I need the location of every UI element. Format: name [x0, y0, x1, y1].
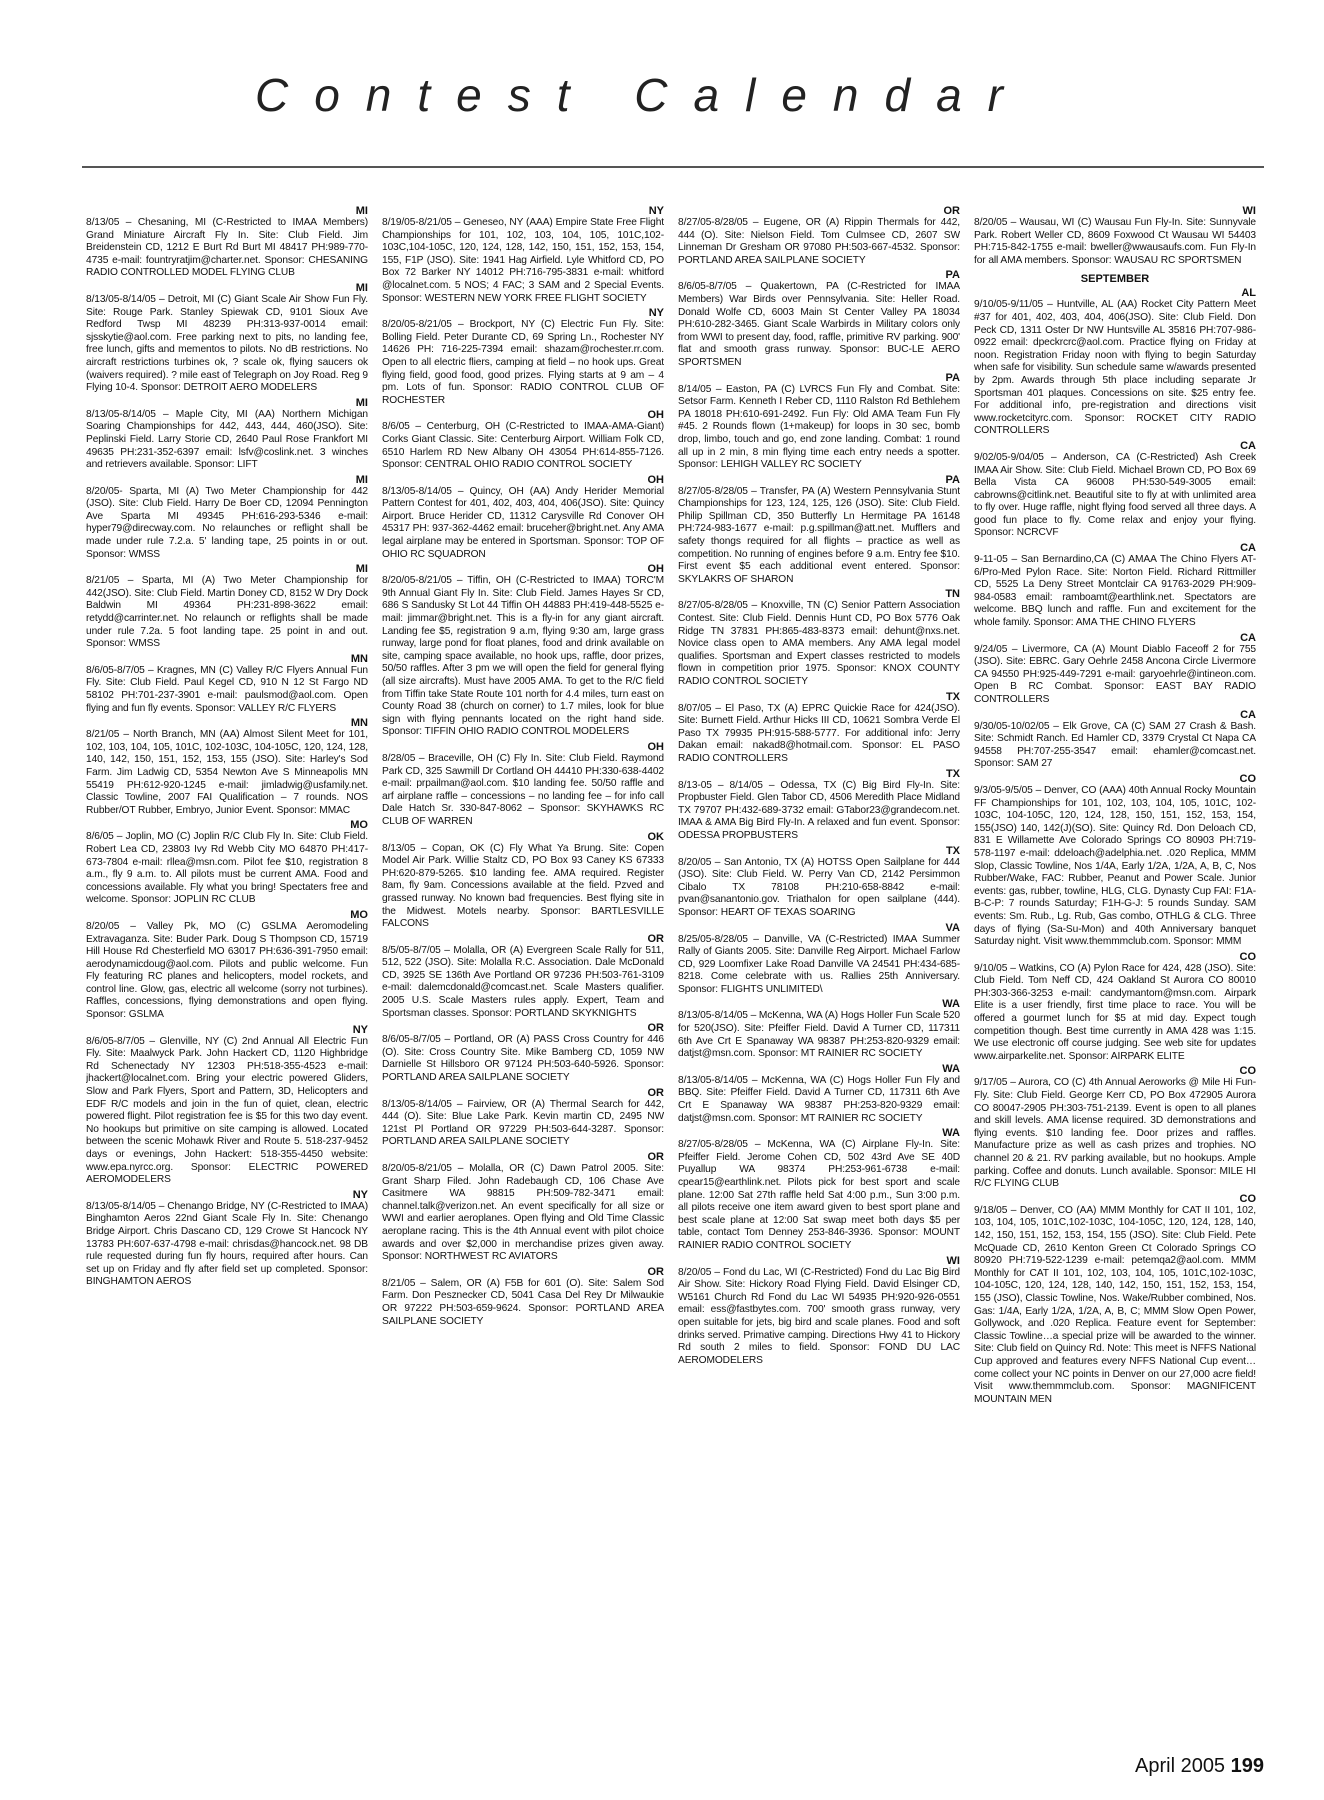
state-code: OR — [647, 1086, 664, 1099]
calendar-entry — [678, 1255, 960, 1368]
state-code: MO — [350, 908, 368, 921]
event-listing: 8/6/05-8/7/05 – Kragnes, MN (C) Valley R/C Flyers Annual Fun Fly. Site: Club Field. Paul Kegel CD, 910 N 12 St Fargo ND 58102 PH:701-237-3901 e-mail: paulsmod@aol.com. Open flying and fun fly events. Sponsor: VALLEY R/C FLYERS — [86, 664, 368, 714]
state-code: MN — [350, 652, 368, 665]
page-title: Contest Calendar — [255, 69, 1029, 121]
event-listing: 9/18/05 – Denver, CO (AA) MMM Monthly for CAT II 101, 102, 103, 104, 105, 101C,102-103C, 104-105C, 120, 124, 128, 140, 142, 150, 151, 152, 153, 154, 155 (JSO). Site: Club Field. Pete McQuade CD, 2610 Kenton Green Ct Colorado Springs CO 80920 PH:719-522-1239 e-mail: petemqa2@aol.com. MMM Monthly for CAT II 101, 102, 103, 104, 105, 101C,102-103C, 104-105C, 120, 124, 128, 140, 142, 150, 151, 152, 153, 154, 155 (JSO), Classic Towline, Nos. Wake/Rubber combined, Nos. Gas: 1/4A, Early 1/2A, 1/2A, A, B, C; MMM Slow Open Power, Gollywock, and .020 Replica. Feature event for September: Classic Towline…a special prize will be awarded to the winner. Site: Club field on Quincy Rd. Note: This meet is NFFS National Cup approved and features every NFFS National Cup event…come collect your NC points in Denver on our 27,000 acre field! Visit www.themmmclub.com. Sponsor: MAGNIFICENT MOUNTAIN MEN — [974, 1204, 1256, 1405]
event-listing: 8/21/05 – North Branch, MN (AA) Almost Silent Meet for 101, 102, 103, 104, 105, 101C, 102-103C, 104-105C, 120, 124, 128, 140, 142, 150, 151, 152, 153, 155 (JSO). Site: Harley's Sod Farm. Jim Ladwig CD, 5354 Newton Ave S Minneapolis MN 55419 PH:612-920-1245 e-mail: jimladwig@usfamily.net. Classic Towline, 2007 FAI Qualification – 7 rounds. NOS Rubber/OT Rubber, Embryo, Junior Event. Sponsor: MMAC — [86, 729, 368, 816]
state-code: TN — [945, 588, 960, 601]
calendar-entry — [974, 951, 1256, 1064]
state-code: NY — [352, 1023, 368, 1036]
calendar-column-4 — [974, 205, 1256, 1733]
calendar-entry — [382, 741, 664, 829]
event-listing: 8/20/05-8/21/05 – Brockport, NY (C) Electric Fun Fly. Site: Bolling Field. Peter Durante CD, 69 Spring Ln., Rochester NY 14626 PH: 716-225-7394 email: shazam@rochester.rr.com. Open to all electric fliers, camping at field – no hook ups. Great flying field, good food, good prizes. Flying starts at 9 am – 4 pm. Lots of fun. Sponsor: RADIO CONTROL CLUB OF ROCHESTER — [382, 319, 664, 406]
state-code: OH — [647, 409, 664, 422]
calendar-entry — [974, 440, 1256, 540]
state-code: NY — [352, 1188, 368, 1201]
state-code: OR — [943, 205, 960, 217]
event-listing: 9/02/05-9/04/05 – Anderson, CA (C-Restricted) Ash Creek IMAA Air Show. Site: Club Field. Michael Brown CD, PO Box 69 Bella Vista CA 96008 PH:530-549-3005 email: cabrowns@citlink.net. Beautiful site to fly at with unlimited area to fly over. Huge raffle, night flying food served all three days. A good fun place to fly. Come relax and enjoy your flying. Sponsor: NCRCVF — [974, 451, 1256, 539]
state-code: PA — [945, 473, 960, 486]
calendar-entry — [86, 397, 368, 472]
event-listing: 8/28/05 – Braceville, OH (C) Fly In. Site: Club Field. Raymond Park CD, 325 Sawmill Dr Cortland OH 44410 PH:330-638-4402 e-mail: prpailman@aol.com. $10 landing fee. 50/50 raffle and arf airplane raffle – concessions – no landing fee – for info call Dale Hatch Sr. 330-847-8062 – Sponsor: SKYHAWKS RC CLUB OF WARREN — [382, 752, 664, 827]
event-listing: 8/13/05 – Chesaning, MI (C-Restricted to IMAA Members) Grand Miniature Aircraft Fly In. Site: Club Field. Jim Breidenstein CD, 1212 E Burt Rd Burt MI 48417 PH:989-770-4735 e-mail: fountryratjim@charter.net. Sponsor: CHESANING RADIO CONTROLLED MODEL FLYING CLUB — [86, 217, 368, 279]
event-listing: 8/5/05-8/7/05 – Molalla, OR (A) Evergreen Scale Rally for 511, 512, 522 (JSO). Site: Molalla R.C. Association. Dale McDonald CD, 3925 SE 136th Ave Portland OR 97236 PH:503-761-3109 e-mail: dalemcdonald@comcast.net. Scale Masters qualifier. 2005 U.S. Scale Masters rules apply. Expert, Team and Sportsman classes. Sponsor: PORTLAND SKYKNIGHTS — [382, 944, 664, 1019]
calendar-entry — [678, 1063, 960, 1125]
state-code: CO — [1239, 1192, 1256, 1205]
event-listing: 8/27/05-8/28/05 – Transfer, PA (A) Western Pennsylvania Stunt Championships for 123, 124, 125, 126 (JSO). Site: Club Field. Philip Spillman CD, 350 Butterfly Ln Hermitage PA 16148 PH:724-983-1677 e-mail: p.g.spillman@att.net. Mufflers and safety thongs required for all flights – practice as well as competition. No running of engines before 9 a.m. Entry fee $10. First event $5 each additional event entered. Sponsor: SKYLAKRS OF SHARON — [678, 485, 960, 585]
state-code: NY — [648, 205, 664, 217]
calendar-entry — [382, 933, 664, 1021]
calendar-entry — [86, 205, 368, 280]
event-listing: 8/13/05-8/14/05 – Quincy, OH (AA) Andy Herider Memorial Pattern Contest for 401, 402, 403, 404, 406(JSO). Site: Quincy Airport. Bruce Herider CD, 11312 Carysville Rd Conover OH 45317 PH: 937-362-4462 email: bruceher@bright.net. Any AMA legal airplane may be entered in Sportsman. Sponsor: TOP OF OHIO RC SQUADRON — [382, 485, 664, 560]
event-listing: 8/6/05 – Joplin, MO (C) Joplin R/C Club Fly In. Site: Club Field. Robert Lea CD, 23803 Ivy Rd Webb City MO 64870 PH:417-673-7804 e-mail: rllea@msn.com. Pilot fee $10, registration 8 a.m., fly 9 a.m. to. All pilots must be current AMA. Food and concessions available. Fly what you bring! Spectaters free and welcome. Sponsor: JOPLIN RC CLUB — [86, 831, 368, 906]
event-listing: 8/13/05-8/14/05 – McKenna, WA (A) Hogs Holler Fun Scale 520 for 520(JSO). Site: Pfeiffer Field. David A Turner CD, 117311 6th Ave Crt E Spanaway WA 98387 PH:253-820-9329 email: datjst@msn.com. Sponsor: MT RAINIER RC SOCIETY — [678, 1010, 960, 1060]
calendar-entry — [86, 563, 368, 651]
state-code: MI — [355, 473, 368, 486]
event-listing: 8/6/05-8/7/05 – Portland, OR (A) PASS Cross Country for 446 (O). Site: Cross Country Site. Mike Bamberg CD, 1059 NW Darnielle St Hillsboro OR 97124 PH:503-640-5926. Sponsor: PORTLAND AREA SAILPLANE SOCIETY — [382, 1034, 664, 1084]
event-listing: 8/6/05 – Centerburg, OH (C-Restricted to IMAA-AMA-Giant) Corks Giant Classic. Site: Centerburg Airport. William Folk CD, 6510 Harlem RD New Albany OH 43054 PH:614-855-7126. Sponsor: CENTRAL OHIO RADIO CONTROL SOCIETY — [382, 421, 664, 471]
issue-date: April 2005 — [1135, 1755, 1226, 1777]
event-listing: 8/13/05-8/14/05 – Maple City, MI (AA) Northern Michigan Soaring Championships for 442, 443, 444, 460(JSO). Site: Peplinski Field. Larry Storie CD, 2640 Paul Rose Frankfort MI 49635 PH:231-352-6397 email: lsfv@coslink.net. 3 winches and retrievers available. Sponsor: LIFT — [86, 408, 368, 471]
state-code: OH — [647, 740, 664, 753]
event-listing: 8/6/05-8/7/05 – Quakertown, PA (C-Restricted for IMAA Members) War Birds over Pennsylvania. Site: Heller Road. Donald Wolfe CD, 6003 Main St Center Valley PA 18034 PH:610-282-3465. Giant Scale Warbirds in Military colors only from WWI to present day, food, raffle, primitive RV parking. 900' flat and smooth grass runway. Sponsor: BUC-LE AERO SPORTSMEN — [678, 281, 960, 368]
calendar-entry — [974, 205, 1256, 267]
state-code: NY — [648, 307, 664, 320]
calendar-entry — [382, 307, 664, 407]
header-rule — [82, 166, 1264, 168]
state-code: WI — [1242, 205, 1256, 217]
state-code: CO — [1239, 1065, 1256, 1078]
calendar-entry — [86, 474, 368, 562]
state-code: AL — [1241, 287, 1256, 300]
calendar-entry — [678, 845, 960, 920]
calendar-entry — [974, 773, 1256, 949]
calendar-entry — [974, 632, 1256, 707]
calendar-entry — [678, 922, 960, 997]
event-listing: 8/13-05 – 8/14/05 – Odessa, TX (C) Big Bird Fly-In. Site: Propbuster Field. Glen Tabor CD, 4506 Meredith Place Midland TX 79707 PH:432-689-3732 email: GTabor23@grandecom.net. IMAA & AMA Big Bird Fly-In. A relaxed and fun event. Sponsor: ODESSA PROPBUSTERS — [678, 779, 960, 841]
event-listing: 9/3/05-9/5/05 – Denver, CO (AAA) 40th Annual Rocky Mountain FF Championships for 101, 102, 103, 104, 105, 101C, 102-103C, 104-105C, 120, 124, 128, 150, 151, 152, 153, 154, 155(JSO) 140, 142(J)(SO). Site: Quincy Rd. Don Deloach CD, 831 E Willamette Ave Colorado Springs CO 80903 PH:719-578-1197 e-mail: ddeloach@adelphia.net. .020 Replica, MMM Slop, Classic Towline, Nos 1/4A, Early 1/2A, 1/2A, A, B, C, Nos Rubber/Wake, FAC: Rubber, Peanut and Power Scale. Junior events: gas, rubber, towline, HLG, CLG. Dynasty Cup FAI: F1A-B-C-P: 7 rounds Saturday; F1H-G-J: 5 rounds Sunday. SAM events: Sm. Rub., Lg. Rub, Gas combo, OTHLG & CLG. Three days of flying (Sa-Su-Mon) and 40th Anniversary banquet Saturday night. Visit www.themmmclub.com. Sponsor: MMM — [974, 784, 1256, 948]
calendar-entry — [974, 1193, 1256, 1407]
state-code: CA — [1240, 631, 1256, 644]
calendar-entry — [974, 1065, 1256, 1190]
calendar-entry — [86, 653, 368, 715]
state-code: OH — [647, 563, 664, 576]
calendar-entry — [382, 474, 664, 562]
calendar-entry — [86, 282, 368, 395]
state-code: TX — [945, 690, 960, 703]
state-code: CO — [1239, 772, 1256, 785]
calendar-entry — [678, 588, 960, 688]
event-listing: 9/17/05 – Aurora, CO (C) 4th Annual Aeroworks @ Mile Hi Fun-Fly. Site: Club Field. George Kerr CD, PO Box 472905 Aurora CO 80047-2905 PH:303-751-2139. Event is open to all planes and skill levels. AMA license required. 3D demonstrations and flying events. $10 landing fee. Door prizes and raffles. Manufacture prize as well as cash prizes and trophies. NO channel 20 & 21. RV parking available, but no hookups. Ample parking. Coffee and donuts. Lunch available. Sponsor: MILE HI R/C FLYING CLUB — [974, 1077, 1256, 1190]
state-code: MI — [355, 563, 368, 576]
state-code: OR — [647, 1022, 664, 1035]
state-code: CA — [1240, 439, 1256, 452]
calendar-entry — [382, 205, 664, 305]
state-code: CA — [1240, 542, 1256, 555]
state-code: OR — [647, 1265, 664, 1278]
event-listing: 8/25/05-8/28/05 – Danville, VA (C-Restricted) IMAA Summer Rally of Giants 2005. Site: Danville Reg Airport. Michael Farlow CD, 929 Loomfixer Lake Road Danville VA 24541 PH:434-685-8218. Come celebrate with us. Rallies 25th Anniversary. Sponsor: FLIGHTS UNLIMITED\ — [678, 933, 960, 995]
calendar-entry — [86, 819, 368, 907]
event-listing: 8/20/05-8/21/05 – Tiffin, OH (C-Restricted to IMAA) TORC'M 9th Annual Giant Fly In. Site: Club Field. James Hayes Sr CD, 686 S Sandusky St Lot 44 Tiffin OH 44883 PH:419-448-5525 e-mail: jimmar@bright.net. This is a fly-in for any giant aircraft. Landing fee $5, registration 9 a.m, flying 9:30 am, large grass runway, large pond for float planes, food and drink available on site, camping space available, no hook ups, raffle, door prizes, 50/50 raffles. After 3 pm we will open the field for general flying (all size aircrafts). Must have 2005 AMA. To get to the R/C field from Tiffin take State Route 101 north for 4.4 miles, turn east on County Road 38 (church on corner) to 1.7 miles, look for blue sign with flying pennants located on the right hand side. Sponsor: TIFFIN OHIO RADIO CONTROL MODELERS — [382, 575, 664, 738]
calendar-entry — [974, 542, 1256, 630]
state-code: OH — [647, 473, 664, 486]
event-listing: 8/20/05- Sparta, MI (A) Two Meter Championship for 442 (JSO). Site: Club Field. Harry De Boer CD, 12094 Pennington Ave Sparta MI 49345 PH:616-293-5346 e-mail: hyper79@direcway.com. No relaunches or reflight shall be made under rule 7.2.a. 5' landing tape, 25 points in or out. Sponsor: WMSS — [86, 485, 368, 560]
event-listing: 8/13/05-8/14/05 – Detroit, MI (C) Giant Scale Air Show Fun Fly. Site: Rouge Park. Stanley Spiewak CD, 9101 Sioux Ave Redford Twsp MI 48239 PH:313-937-0014 email: sjsskytie@aol.com. Free parking next to pits, no landing fee, free lunch, gifts and mementos to pilots. No dB restrictions. No aircraft restrictions turbines ok, ? scale ok, flying saucers ok (waivers required). ? mile east of Telegraph on Joy Road. Reg 9 Flying 10-4. Sponsor: DETROIT AERO MODELERS — [86, 293, 368, 394]
calendar-entry — [86, 1189, 368, 1289]
event-listing: 8/14/05 – Easton, PA (C) LVRCS Fun Fly and Combat. Site: Setsor Farm. Kenneth I Reber CD, 1110 Ralston Rd Bethlehem PA 18018 PH:610-691-2492. Fun Fly: Old AMA Team Fun Fly #45. 2 Rounds flown (1+makeup) for loops in 30 sec, bomb drop, limbo, touch and go, end zone landing. Combat: 1 round all up in 2 min, 8 min flying time each entry needs a spotter. Sponsor: LEHIGH VALLEY RC SOCIETY — [678, 383, 960, 471]
calendar-entry — [974, 287, 1256, 438]
event-listing: 9-11-05 – San Bernardino,CA (C) AMAA The Chino Flyers AT-6/Pro-Med Pylon Race. Site: Norton Field. Richard Rittmiller CD, 5525 La Deny Street Montclair CA 91763-2029 PH:909-984-0583 email: ramboamt@earthlink.net. Spectators are welcome. BBQ lunch and raffle. Fun and excitement for the whole family. Sponsor: AMA THE CHINO FLYERS — [974, 554, 1256, 629]
state-code: WI — [946, 1254, 960, 1267]
calendar-entry — [86, 717, 368, 817]
calendar-entry — [678, 691, 960, 766]
event-listing: 8/20/05 – San Antonio, TX (A) HOTSS Open Sailplane for 444 (JSO). Site: Club Field. W. Perry Van CD, 2142 Persimmon Cibalo TX 78108 PH:210-658-8842 e-mail: pvan@sanantonio.gov. Triathalon for open sailplane (444). Sponsor: HEART OF TEXAS SOARING — [678, 856, 960, 918]
event-listing: 8/13/05-8/14/05 – Chenango Bridge, NY (C-Restricted to IMAA) Binghamton Aeros 22nd Giant Scale Fly In. Site: Chenango Bridge Airport. Chris Dascano CD, 129 Crowe St Hancock NY 13783 PH:607-637-4798 e-mail: chrisdas@hancock.net. 98 DB rule requested during fun fly hours, required after hours. Can set up on Friday and fly after field set up completed. Sponsor: BINGHAMTON AEROS — [86, 1200, 368, 1288]
state-code: PA — [945, 269, 960, 282]
event-listing: 8/6/05-8/7/05 – Glenville, NY (C) 2nd Annual All Electric Fun Fly. Site: Maalwyck Park. John Hackert CD, 1120 Highbridge Rd Schenectady NY 12303 PH:518-355-4523 e-mail: jhackert@localnet.com. Bring your electric powered Gliders, Slow and Park Flyers, Sport and Pattern, 3D, Helicopters and EDF R/C models and join in the fun of quiet, clean, electric powered flight. Pilot registration fee is $5 for this two day event. No hookups but primitive on site camping is allowed. Located between the scenic Mohawk River and Route 5. 518-237-9452 days or evenings, John Hackert: 518-355-4450 website: www.epa.nyrcc.org. Sponsor: ELECTRIC POWERED AEROMODELERS — [86, 1035, 368, 1186]
state-code: WA — [942, 1062, 960, 1075]
state-code: WA — [942, 998, 960, 1011]
event-listing: 8/27/05-8/28/05 – Knoxville, TN (C) Senior Pattern Association Contest. Site: Club Field. Dennis Hunt CD, PO Box 5776 Oak Ridge TN 37831 PH:865-483-8373 email: dehunt@nxs.net. Novice class open to AMA members. Any AMA legal model qualifies. Sportsman and Expert classes restricted to models flown in competition prior 1975. Sponsor: KNOX COUNTY RADIO CONTROL SOCIETY — [678, 600, 960, 687]
calendar-entry — [382, 1266, 664, 1328]
event-listing: 9/10/05-9/11/05 – Huntville, AL (AA) Rocket City Pattern Meet #37 for 401, 402, 403, 404, 406(JSO). Site: Club Field. Don Peck CD, 1311 Oster Dr NW Huntsville AL 35816 PH:707-986-0922 email: dpeckrcrc@aol.com. Practice flying on Friday at noon. Registration Friday noon with flying to begin Saturday when safe for visibility. Sun schedule same w/awards presented by 2pm. Awards through 5th place including separate Jr Sportsman 401 plaques. Concessions on site. $25 entry fee. For additional info, pre-registration and directions visit www.rocketcityrc.com. Sponsor: ROCKET CITY RADIO CONTROLLERS — [974, 299, 1256, 437]
event-listing: 8/13/05-8/14/05 – Fairview, OR (A) Thermal Search for 442, 444 (O). Site: Blue Lake Park. Kevin martin CD, 2495 NW 121st Pl Portland OR 97229 PH:503-644-3287. Sponsor: PORTLAND AREA SAILPLANE SOCIETY — [382, 1098, 664, 1148]
calendar-entry — [382, 563, 664, 739]
calendar-entry — [382, 409, 664, 471]
calendar-entry — [678, 1127, 960, 1252]
state-code: OR — [647, 932, 664, 945]
state-code: VA — [945, 921, 960, 934]
event-listing: 8/21/05 – Sparta, MI (A) Two Meter Championship for 442(JSO). Site: Club Field. Martin Doney CD, 8152 W Dry Dock Baldwin MI 49364 PH:231-898-3622 email: retydd@carrinter.net. No relaunch or reflights shall be made under rule 7.2a. 5 foot landing tape. 25 point in and out. Sponsor: WMSS — [86, 575, 368, 650]
state-code: OR — [647, 1151, 664, 1163]
calendar-column-2 — [382, 205, 664, 1733]
calendar-column-1 — [86, 205, 368, 1733]
page-number: 199 — [1230, 1755, 1264, 1777]
state-code: MI — [355, 281, 368, 294]
state-code: TX — [945, 767, 960, 780]
event-listing: 8/27/05-8/28/05 – Eugene, OR (A) Rippin Thermals for 442, 444 (O). Site: Nielson Field. Tom Culmsee CD, 2607 SW Linneman Dr Gresham OR 97080 PH:503-667-4532. Sponsor: PORTLAND AREA SAILPLANE SOCIETY — [678, 217, 960, 266]
event-listing: 8/27/05-8/28/05 – McKenna, WA (C) Airplane Fly-In. Site: Pfeiffer Field. Jerome Cohen CD, 502 43rd Ave SE 40D Puyallup WA 98374 PH:253-961-6738 e-mail: cpear15@earthlink.net. Pilots pick for best sport and scale plane. 12:00 Sat 27th raffle held Sat 4:00 p.m., Sun 3:00 p.m. all pilots receive one item award given to best sport plane and best scale plane at 12:00 Sat swap meet both days $5 per table, contact Tom Denney 253-846-3936. Sponsor: MOUNT RAINIER RADIO CONTROL SOCIETY — [678, 1139, 960, 1251]
event-listing: 8/20/05 – Wausau, WI (C) Wausau Fun Fly-In. Site: Sunnyvale Park. Robert Weller CD, 8609 Foxwood Ct Wausau WI 54403 PH:715-842-1755 e-mail: bweller@wwausaufs.com. Fun Fly-In for all AMA members. Sponsor: WAUSAU RC SPORTSMEN — [974, 217, 1256, 266]
calendar-entry — [382, 1087, 664, 1149]
calendar-entry — [678, 768, 960, 843]
calendar-entry — [382, 831, 664, 931]
state-code: MN — [350, 717, 368, 730]
calendar-entry — [382, 1151, 664, 1264]
event-listing: 8/20/05-8/21/05 – Molalla, OR (C) Dawn Patrol 2005. Site: Grant Sharp Filed. John Radebaugh CD, 106 Chase Ave Casitmere WA 98815 PH:509-782-3471 email: channel.talk@verizon.net. An event specifically for all size or WWI and earlier aeroplanes. Open flying and Old Time Classic aeroplane racing. This is the 4th Annual event with pilot choice awards and over $2,000 in merchandise prizes given away. Sponsor: NORTHWEST RC AVIATORS — [382, 1163, 664, 1263]
event-listing: 8/19/05-8/21/05 – Geneseo, NY (AAA) Empire State Free Flight Championships for 101, 102, 103, 104, 105, 101C,102-103C,104-105C, 120, 124, 128, 142, 150, 151, 152, 153, 154, 155, F1P (JSO). Site: 1941 Hag Airfield. Lyle Whitford CD, PO Box 72 Barker NY 14012 PH:716-795-3831 e-mail: whitford @localnet.com. 5 NOS; 4 FAC; 3 SAM and 2 Special Events. Sponsor: WESTERN NEW YORK FREE FLIGHT SOCIETY — [382, 217, 664, 304]
calendar-entry — [678, 269, 960, 369]
event-listing: 8/07/05 – El Paso, TX (A) EPRC Quickie Race for 424(JSO). Site: Burnett Field. Arthur Hicks III CD, 10621 Sombra Verde El Paso TX 79935 PH:915-588-5777. For additional info: Jerry Dakan email: nakad8@hotmail.com. Sponsor: EL PASO RADIO CONTROLLERS — [678, 702, 960, 764]
calendar-entry — [678, 998, 960, 1060]
calendar-entry — [86, 909, 368, 1022]
state-code: MI — [355, 205, 368, 217]
state-code: MO — [350, 819, 368, 832]
state-code: MI — [355, 396, 368, 409]
event-listing: 8/13/05 – Copan, OK (C) Fly What Ya Brung. Site: Copen Model Air Park. Willie Staltz CD, PO Box 93 Caney KS 67333 PH:620-879-5265. $10 landing fee. AMA required. Register 8am, fly 9am. Concessions available at the field. Pzved and grassed runway. No known bad frequencies. Best flying site in the Midwest. Motels nearby. Sponsor: BARTLESVILLE FALCONS — [382, 842, 664, 930]
event-listing: 9/30/05-10/02/05 – Elk Grove, CA (C) SAM 27 Crash & Bash. Site: Schmidt Ranch. Ed Hamler CD, 3379 Crystal Ct Napa CA 94558 PH:707-255-3547 email: ehamler@comcast.net. Sponsor: SAM 27 — [974, 720, 1256, 770]
calendar-entry — [86, 1024, 368, 1187]
event-listing: 8/21/05 – Salem, OR (A) F5B for 601 (O). Site: Salem Sod Farm. Don Pesznecker CD, 5041 Casa Del Rey Dr Milwaukie OR 97222 PH:503-659-9624. Sponsor: PORTLAND AREA SAILPLANE SOCIETY — [382, 1277, 664, 1327]
event-listing: 9/10/05 – Watkins, CO (A) Pylon Race for 424, 428 (JSO). Site: Club Field. Tom Neff CD, 424 Oakland St Aurora CO 80010 PH:303-366-3253 e-mail: candymantom@msn.com. Airpark Elite is a user friendly, first time place to race. You will be offered a gourmet lunch for $5 at mid day. Expect tough competition though. Best time currently in AMA 428 was 1:15. We use electronic off course judging. See web site for updates www.airparkelite.net. Sponsor: AIRPARK ELITE — [974, 962, 1256, 1062]
state-code: CO — [1239, 950, 1256, 963]
calendar-entry — [678, 205, 960, 267]
event-listing: 8/20/05 – Fond du Lac, WI (C-Restricted) Fond du Lac Big Bird Air Show. Site: Hickory Road Flying Field. David Elsinger CD, W5161 Church Rd Fond du Lac WI 54935 PH:920-926-0551 email: ess@fastbytes.com. 700' smooth grass runway, very open suitable for jets, big bird and scale planes. Food and soft drinks served. Primative camping. Directions Hwy 41 to Hickory Rd south 2 miles to field. Sponsor: FOND DU LAC AEROMODELERS — [678, 1266, 960, 1366]
calendar-entry — [382, 1022, 664, 1084]
calendar-entry — [678, 474, 960, 587]
state-code: PA — [945, 371, 960, 384]
state-code: TX — [945, 844, 960, 857]
event-listing: 9/24/05 – Livermore, CA (A) Mount Diablo Faceoff 2 for 755 (JSO). Site: EBRC. Gary Oehrle 2458 Ancona Circle Livermore CA 94550 PH:925-449-7291 e-mail: garyoehrle@intineon.com. Open B RC Combat. Sponsor: EAST BAY RADIO CONTROLLERS — [974, 643, 1256, 705]
state-code: WA — [942, 1127, 960, 1140]
calendar-column-3 — [678, 205, 960, 1733]
calendar-entry — [678, 372, 960, 472]
calendar-entry — [974, 709, 1256, 771]
state-code: OK — [647, 830, 664, 843]
month-heading: SEPTEMBER — [1080, 273, 1150, 286]
page-footer — [1135, 1755, 1264, 1778]
event-listing: 8/20/05 – Valley Pk, MO (C) GSLMA Aeromodeling Extravaganza. Site: Buder Park. Doug S Thompson CD, 15719 Hill House Rd Chesterfield MO 63017 PH:636-391-7950 email: aerodynamicdoug@aol.com. Pilots and public welcome. Fun Fly featuring RC planes and helicopters, model rockets, and control line. Glow, gas, electric all welcome (sorry not turbines). Raffles, concessions, flying demonstrations and open flying. Sponsor: GSLMA — [86, 920, 368, 1021]
event-listing: 8/13/05-8/14/05 – McKenna, WA (C) Hogs Holler Fun Fly and BBQ. Site: Pfeiffer Field. David A Turner CD, 117311 6th Ave Crt E Spanaway WA 98387 PH:253-820-9329 email: datjst@msn.com. Sponsor: MT RAINIER RC SOCIETY — [678, 1074, 960, 1124]
state-code: CA — [1240, 708, 1256, 721]
